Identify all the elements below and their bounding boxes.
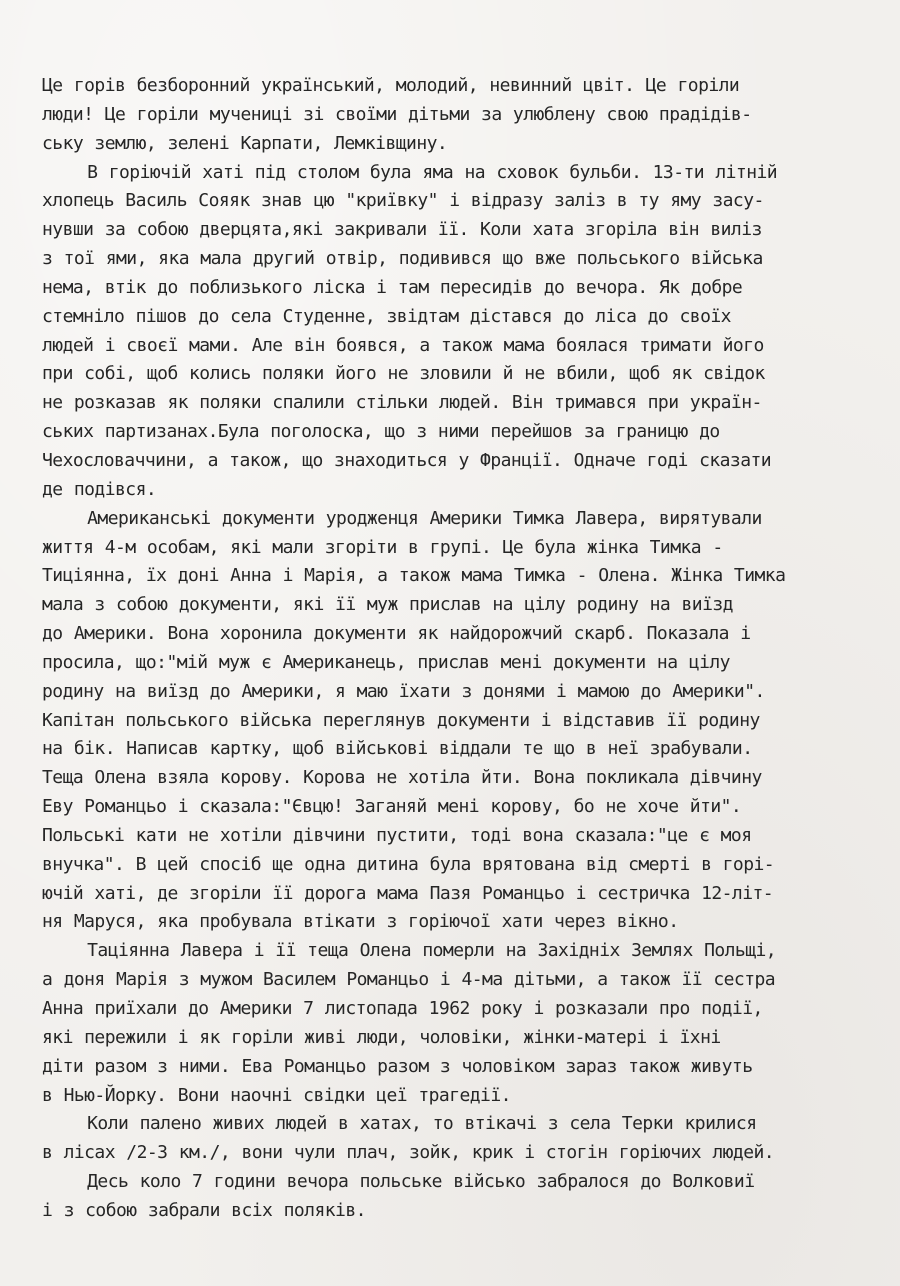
text-line: Американські документи уродженця Америки Тимка Лавера, вирятували [42,507,762,529]
text-line: мала з собою документи, які її муж прислав на цілу родину на виїзд [42,594,733,616]
text-line: Десь коло 7 години вечора польське військо забралося до Волковиї [42,1171,755,1193]
text-line: в лісах /2-3 км./, вони чули плач, зойк, крик і стогін горіючих людей. [42,1142,775,1164]
text-line: де подівся. [42,478,157,500]
text-line: Капітан польського війська переглянув документи і відставив її родину [42,709,760,731]
text-line: Теща Олена взяла корову. Корова не хотіла йти. Вона покликала дівчину [42,767,762,789]
text-line: просила, що:"мій муж є Американець, прислав мені документи на цілу [42,651,730,673]
text-line: ську землю, зелені Карпати, Лемківщину. [42,132,448,154]
text-line: ських партизанах.Була поголоска, що з ними перейшов за границю до [42,421,720,443]
text-line: до Америки. Вона хоронила документи як найдорожчий скарб. Показала і [42,623,751,645]
text-line: Це горів безборонний український, молодий, невинний цвіт. Це горіли [42,75,740,96]
text-line: діти разом з ними. Ева Романцьо разом з чоловіком зараз також живуть [42,1055,753,1077]
text-line: стемніло пішов до села Студенне, звідтам дістався до ліса до своїх [42,305,731,327]
text-line: ючій хаті, де згоріли її дорога мама Пазя Романцьо і сестричка 12-літ- [42,882,774,904]
text-line: внучка". В цей спосіб ще одна дитина була врятована від смерті в горі- [42,853,775,875]
text-line: нема, втік до поблизького ліска і там пересидів до вечора. Як добре [42,276,743,298]
text-line: і з собою забрали всіх поляків. [42,1199,366,1221]
text-line: Еву Романцьо і сказала:"Євцю! Заганяй мені корову, бо не хоче йти". [42,796,742,818]
text-line: які пережили і як горіли живі люди, чоловіки, жінки-матері і їхні [42,1026,721,1048]
text-line: з тої ями, яка мала другий отвір, подивився що вже польського війська [42,248,763,270]
text-line: нувши за собою дверцята,які закривали її. Коли хата згоріла він виліз [42,219,762,241]
text-line: а доня Марія з мужом Василем Романцьо і 4-ма дітьми, а також її сестра [42,969,776,991]
text-line: при собі, щоб колись поляки його не зловили й не вбили, щоб як свідок [42,363,765,385]
text-line: Чехословаччини, а також, що знаходиться у Франції. Одначе годі сказати [42,449,772,471]
text-line: Польські кати не хотіли дівчини пустити, тоді вона сказала:"це є моя [42,824,752,846]
document-body [42,72,892,1226]
text-line: В горіючій хаті під столом була яма на сховок бульби. 13-ти літній [42,161,778,183]
text-line: життя 4-м особам, які мали згоріти в групі. Це була жінка Тимка - [42,536,723,558]
text-line: хлопець Василь Сояяк знав цю "криївку" і відразу заліз в ту яму засу- [42,190,764,212]
text-line: Анна приїхали до Америки 7 листопада 1962 року і розказали про події, [42,998,763,1019]
text-line: в Нью-Йорку. Вони наочні свідки цеї трагедії. [42,1084,511,1106]
text-line: на бік. Написав картку, щоб військові віддали те що в неї зрабували. [42,738,753,760]
text-line: не розказав як поляки спалили стільки людей. Він тримався при україн- [42,392,762,414]
text-line: родину на виїзд до Америки, я маю їхати з донями і мамою до Америки". [42,680,765,702]
text-line: ня Маруся, яка пробувала втікати з горіючої хати через вікно. [42,911,679,933]
text-line: Коли палено живих людей в хатах, то втікачі з села Терки крилися [42,1113,757,1135]
text-line: Таціянна Лавера і її теща Олена померли на Західніх Землях Польщі, [42,940,777,962]
text-line: людей і своєї мами. Але він боявся, а також мама боялася тримати його [42,334,764,356]
text-line: Тиціянна, їх доні Анна і Марія, а також мама Тимка - Олена. Жінка Тимка [42,565,786,587]
text-line: люди! Це горіли мучениці зі своїми дітьми за улюблену свою прадідів- [42,103,752,125]
